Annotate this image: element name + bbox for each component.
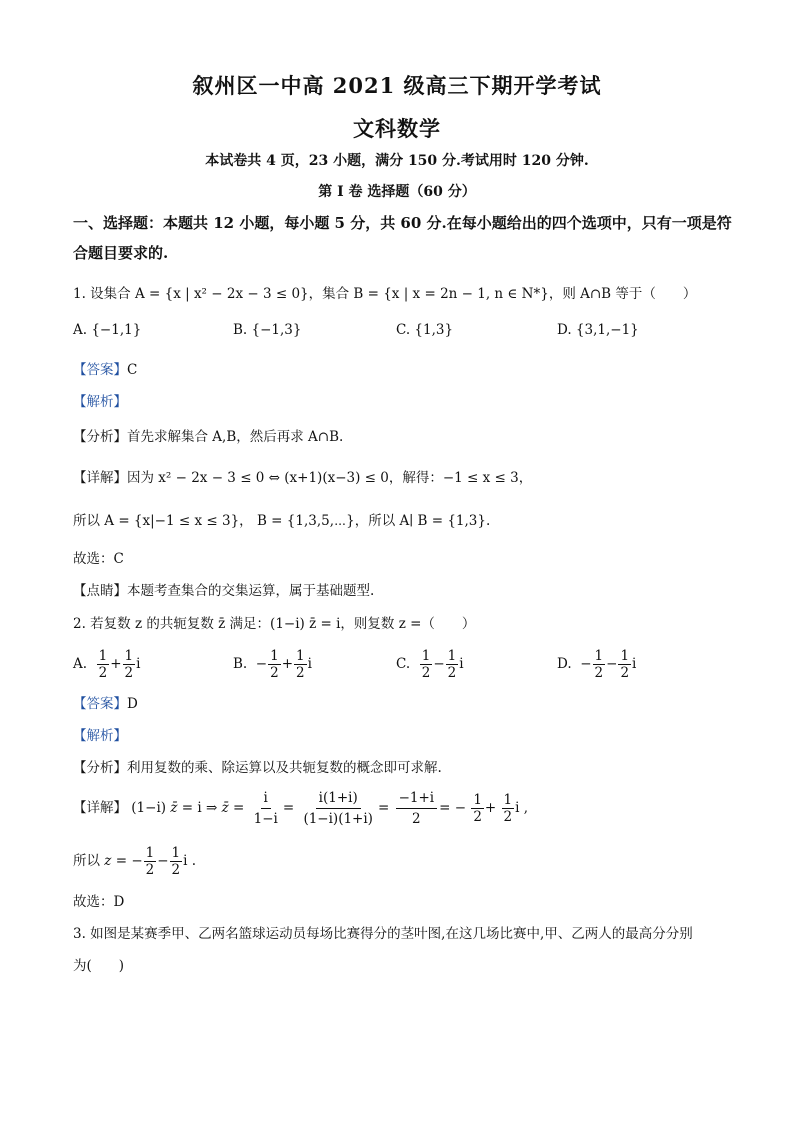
q1-stem: 1. 设集合 A = {x | x² − 2x − 3 ≤ 0}，集合 B = {x | x = 2n − 1, n ∈ N*}，则 A∩B 等于（ ） <box>73 286 697 302</box>
comment-label: 【点睛】 <box>73 583 127 599</box>
q2-option-c: C. $\frac{1}{2}$ − $\frac{1}{2}$ i <box>396 648 464 681</box>
part-heading: 第 I 卷 选择题（60 分） <box>318 184 476 200</box>
analysis-label: 【解析】 <box>73 394 127 410</box>
answer-label: 【答案】 <box>73 696 127 712</box>
q1-detail2: 所以 A = {x|−1 ≤ x ≤ 3}， B = {1,3,5,⋯}，所以 A∣ B = {1,3}. <box>73 513 491 529</box>
q1-fenxi-row <box>73 425 343 445</box>
exam-title: 叙州区一中高 2021 级高三下期开学考试 <box>192 73 602 98</box>
q1-detail-row <box>73 466 532 486</box>
q1-option-a: A. {−1,1} <box>73 322 142 338</box>
q2-fenxi-row <box>73 756 442 776</box>
q1-option-d: D. {3,1,−1} <box>557 322 639 338</box>
q1-detail: 因为 x² − 2x − 3 ≤ 0 ⇔ (x+1)(x−3) ≤ 0，解得：−1 ≤ x ≤ 3， <box>127 470 533 486</box>
fenxi-label: 【分析】 <box>73 429 127 445</box>
q2-fenxi: 利用复数的乘、除运算以及共轭复数的概念即可求解. <box>127 760 442 776</box>
fenxi-label: 【分析】 <box>73 760 127 776</box>
exam-info: 本试卷共 4 页，23 小题，满分 150 分.考试用时 120 分钟. <box>205 153 589 169</box>
q2-detail-row: 【详解】 (1−i) z̄ = i ⇒ z̄ = $\frac{i}{1-i}$ = $\frac{i(1+i)}{(1-i)(1+i)}$ = $\frac{-1+i}{2}$ = − $\frac{1}{2}$ + $\frac{1}{2}$ i , <box>73 790 529 827</box>
q1-comment-row <box>73 579 374 599</box>
detail-label: 【详解】 <box>73 800 127 816</box>
q2-choice: 故选：D <box>73 894 125 910</box>
q1-comment: 本题考查集合的交集运算，属于基础题型. <box>127 583 375 599</box>
answer-label: 【答案】 <box>73 362 127 378</box>
q1-fenxi: 首先求解集合 A,B，然后再求 A∩B. <box>127 429 344 445</box>
detail-label: 【详解】 <box>73 470 127 486</box>
section-heading: 一、选择题：本题共 12 小题，每小题 5 分，共 60 分.在每小题给出的四个选项中，只有一项是符合题目要求的. <box>73 214 732 262</box>
q1-answer: C <box>127 362 138 378</box>
q2-answer-row <box>73 692 138 712</box>
q2-option-d: D. − $\frac{1}{2}$ − $\frac{1}{2}$ i <box>557 648 637 681</box>
q3-stem: 3. 如图是某赛季甲、乙两名篮球运动员每场比赛得分的茎叶图,在这几场比赛中,甲、乙两人的最高分分别 <box>73 926 693 942</box>
q3-stem-cont: 为( ) <box>73 958 125 974</box>
q2-option-a: A. $\frac{1}{2}$ + $\frac{1}{2}$ i <box>73 648 141 681</box>
q2-answer: D <box>127 696 138 712</box>
q1-answer-row <box>73 358 137 378</box>
q1-option-b: B. {−1,3} <box>233 322 302 338</box>
q1-choice: 故选：C <box>73 551 124 567</box>
q2-option-b: B. − $\frac{1}{2}$ + $\frac{1}{2}$ i <box>233 648 312 681</box>
q1-option-c: C. {1,3} <box>396 322 454 338</box>
exam-subject: 文科数学 <box>353 116 441 141</box>
analysis-label: 【解析】 <box>73 728 127 744</box>
q2-detail2: 所以 z = − $\frac{1}{2}$ − $\frac{1}{2}$ i . <box>73 845 197 878</box>
q2-stem: 2. 若复数 z 的共轭复数 z̄ 满足：(1−i) z̄ = i，则复数 z =（ ） <box>73 616 476 632</box>
